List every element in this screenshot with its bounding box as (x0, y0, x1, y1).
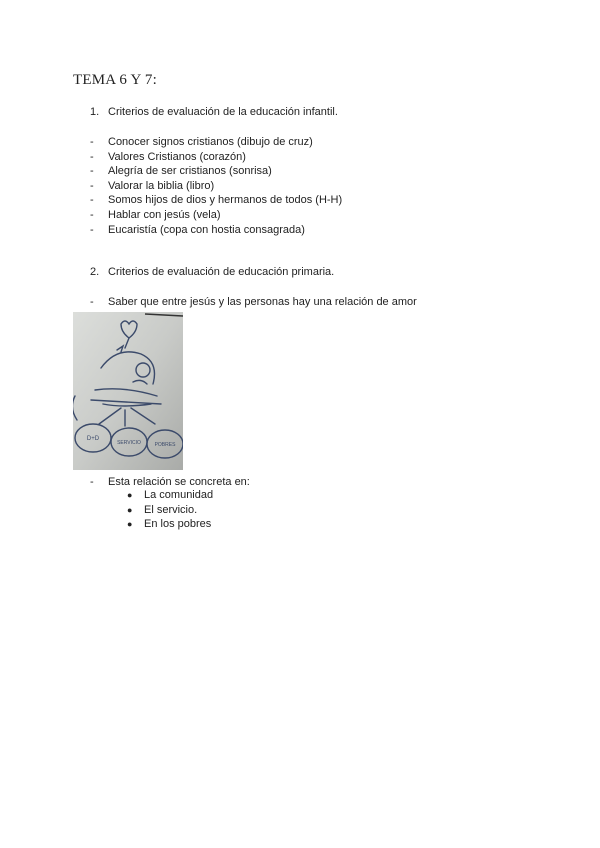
list-item: - Somos hijos de dios y hermanos de todos (H-H) (90, 194, 343, 207)
list-item: - Valorar la biblia (libro) (90, 179, 215, 192)
sketch-label: SERVICIO (117, 440, 141, 446)
list-item: - Conocer signos cristianos (dibujo de cruz) (90, 136, 313, 148)
list-item: - Esta relación se concreta en: (90, 476, 250, 488)
section-1-heading (90, 106, 338, 118)
list-item: - Eucaristía (copa con hostia consagrada) (90, 223, 305, 236)
list-number: 1. (90, 106, 100, 118)
list-item: - Valores Cristianos (corazón) (90, 150, 246, 163)
heading-text: Criterios de evaluación de la educación infantil. (108, 106, 338, 118)
section-2-heading (90, 266, 334, 278)
list-number: 2. (90, 266, 100, 278)
list-item: - Alegría de ser cristianos (sonrisa) (90, 165, 272, 178)
whiteboard-sketch-photo (73, 312, 183, 470)
bullet-item: ● En los pobres (127, 518, 212, 530)
page-title: TEMA 6 Y 7: (73, 72, 158, 88)
sketch-label: D+D (86, 436, 100, 442)
sketch-label: POBRES (154, 442, 176, 448)
bullet-item: ● El servicio. (127, 504, 198, 516)
list-item: - Hablar con jesús (vela) (90, 209, 221, 221)
heading-text: Criterios de evaluación de educación primaria. (108, 266, 335, 278)
bullet-item: ● La comunidad (127, 489, 214, 501)
list-item: - Saber que entre jesús y las personas hay una relación de amor (90, 296, 417, 308)
